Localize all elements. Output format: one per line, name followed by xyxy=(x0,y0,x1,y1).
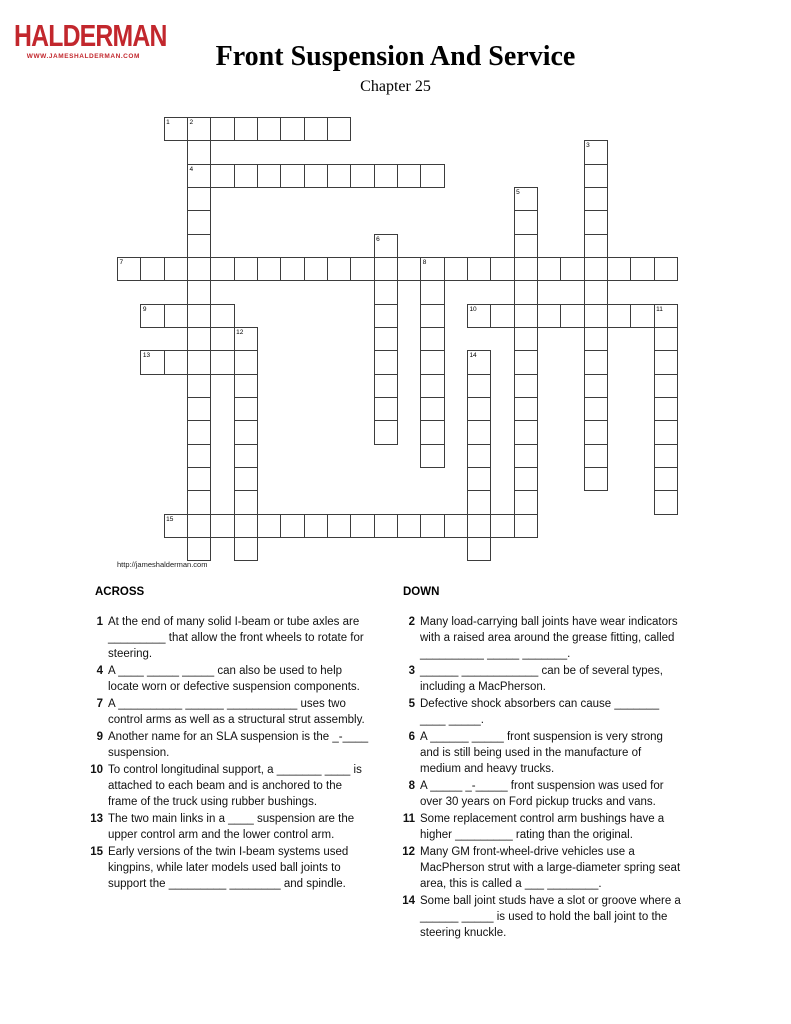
grid-cell xyxy=(374,350,398,374)
grid-cell xyxy=(560,304,584,328)
grid-cell xyxy=(420,514,444,538)
grid-cell xyxy=(280,117,304,141)
grid-cell xyxy=(234,350,258,374)
grid-cell xyxy=(374,280,398,304)
grid-cell xyxy=(234,164,258,188)
grid-cell xyxy=(654,444,678,468)
page-subtitle: Chapter 25 xyxy=(360,78,431,95)
clue-number: 1 xyxy=(96,616,103,628)
clue-item xyxy=(398,696,692,728)
grid-cell xyxy=(164,257,188,281)
clue-item xyxy=(86,762,380,810)
clue-text: At the end of many solid I-beam or tube axles are _________ that allow the front wheels to rotate for steering. xyxy=(108,616,364,660)
grid-cell xyxy=(490,514,514,538)
grid-cell xyxy=(514,374,538,398)
grid-cell xyxy=(187,327,211,351)
grid-cell xyxy=(187,304,211,328)
grid-cell-number: 12 xyxy=(236,328,244,336)
grid-cell xyxy=(304,117,328,141)
grid-cell xyxy=(560,257,584,281)
grid-cell xyxy=(350,257,374,281)
grid-cell xyxy=(584,257,608,281)
across-clue-list xyxy=(86,614,380,893)
grid-cell xyxy=(514,234,538,258)
grid-cell xyxy=(140,257,164,281)
grid-cell-number: 8 xyxy=(422,258,427,266)
clue-item xyxy=(86,614,380,662)
grid-cell xyxy=(210,304,234,328)
grid-cell xyxy=(327,117,351,141)
grid-cell xyxy=(584,420,608,444)
clue-item xyxy=(86,811,380,843)
grid-cell xyxy=(187,374,211,398)
clue-number: 9 xyxy=(96,731,103,743)
grid-cell xyxy=(654,490,678,514)
clue-number: 14 xyxy=(402,895,415,907)
grid-cell-number: 3 xyxy=(586,142,590,150)
grid-cell xyxy=(444,514,468,538)
across-header: ACROSS xyxy=(95,586,145,598)
grid-cell-number: 13 xyxy=(142,352,151,360)
grid-cell xyxy=(234,257,258,281)
grid-cell xyxy=(467,444,491,468)
grid-cell xyxy=(210,350,234,374)
grid-cell xyxy=(514,280,538,304)
grid-cell xyxy=(420,164,444,188)
grid-cell xyxy=(420,350,444,374)
grid-cell xyxy=(420,420,444,444)
clue-number: 4 xyxy=(96,665,103,677)
grid-cell xyxy=(467,467,491,491)
clue-number: 8 xyxy=(408,780,415,792)
halderman-logo-text: HALDERMAN xyxy=(14,18,167,53)
grid-cell xyxy=(187,397,211,421)
grid-cell xyxy=(514,397,538,421)
grid-cell xyxy=(327,514,351,538)
clue-text: A ____ _____ _____ can also be used to help locate worn or defective suspension components. xyxy=(108,665,360,693)
grid-cell xyxy=(234,490,258,514)
grid-cell xyxy=(187,187,211,211)
grid-cell xyxy=(514,257,538,281)
clue-item xyxy=(398,614,692,662)
grid-cell xyxy=(654,374,678,398)
grid-cell-number: 6 xyxy=(376,235,380,243)
clue-item xyxy=(398,729,692,777)
clue-number: 5 xyxy=(408,698,415,710)
grid-cell xyxy=(537,304,561,328)
grid-cell xyxy=(187,140,211,164)
clue-text: The two main links in a ____ suspension are the upper control arm and the lower control arm. xyxy=(108,813,355,841)
grid-cell xyxy=(187,467,211,491)
grid-cell xyxy=(467,514,491,538)
grid-cell xyxy=(234,537,258,561)
grid-cell xyxy=(234,397,258,421)
grid-cell xyxy=(467,374,491,398)
grid-cell xyxy=(584,164,608,188)
clue-number: 12 xyxy=(402,846,415,858)
clue-number: 11 xyxy=(402,813,415,825)
grid-cell xyxy=(234,467,258,491)
grid-cell xyxy=(514,444,538,468)
grid-cell xyxy=(280,164,304,188)
grid-cell xyxy=(537,257,561,281)
grid-cell xyxy=(420,397,444,421)
clue-number: 3 xyxy=(408,665,415,677)
grid-cell xyxy=(210,117,234,141)
grid-cell xyxy=(444,257,468,281)
grid-cell xyxy=(420,280,444,304)
clue-text: Defective shock absorbers can cause _______ ____ _____. xyxy=(420,698,660,726)
grid-cell xyxy=(467,490,491,514)
grid-cell xyxy=(304,514,328,538)
clue-text: To control longitudinal support, a _______ ____ is attached to each beam and is anchored to the frame of the truck using rubber bushings. xyxy=(108,764,362,808)
grid-cell xyxy=(187,210,211,234)
grid-cell xyxy=(374,397,398,421)
clue-number: 15 xyxy=(90,846,103,858)
grid-cell xyxy=(374,327,398,351)
grid-cell xyxy=(257,257,281,281)
clue-number: 13 xyxy=(90,813,103,825)
grid-cell xyxy=(420,327,444,351)
grid-cell xyxy=(607,304,631,328)
grid-cell xyxy=(420,444,444,468)
clue-item xyxy=(86,696,380,728)
grid-cell-number: 15 xyxy=(166,515,174,523)
grid-cell-number: 11 xyxy=(656,305,663,313)
grid-cell xyxy=(164,350,188,374)
clue-item xyxy=(398,778,692,810)
clue-number: 6 xyxy=(408,731,415,743)
grid-cell xyxy=(584,187,608,211)
grid-cell-number: 9 xyxy=(142,305,147,313)
clue-text: ______ ____________ can be of several types, including a MacPherson. xyxy=(420,665,663,693)
grid-cell xyxy=(630,304,654,328)
grid-cell xyxy=(514,490,538,514)
grid-cell xyxy=(514,350,538,374)
grid-cell xyxy=(514,210,538,234)
grid-cell xyxy=(584,374,608,398)
grid-cell xyxy=(280,514,304,538)
grid-cell xyxy=(187,537,211,561)
clue-number: 2 xyxy=(408,616,415,628)
clue-number: 7 xyxy=(96,698,103,710)
grid-source-url: http://jameshalderman.com xyxy=(117,560,208,569)
grid-cell xyxy=(234,117,258,141)
grid-cell xyxy=(654,420,678,444)
clue-text: Another name for an SLA suspension is the _-____ suspension. xyxy=(108,731,369,759)
grid-cell xyxy=(654,467,678,491)
grid-cell xyxy=(584,327,608,351)
grid-cell xyxy=(584,280,608,304)
grid-cell xyxy=(234,444,258,468)
grid-cell xyxy=(514,514,538,538)
grid-cell xyxy=(374,257,398,281)
grid-cell xyxy=(467,537,491,561)
grid-cell xyxy=(187,444,211,468)
grid-cell xyxy=(187,257,211,281)
grid-cell xyxy=(164,304,188,328)
grid-cell-number: 1 xyxy=(166,119,170,126)
clue-text: Many load-carrying ball joints have wear indicators with a raised area around the grease fitting, called __________ _____ _______. xyxy=(420,616,678,660)
grid-cell-number: 7 xyxy=(119,258,124,266)
grid-cell xyxy=(584,444,608,468)
grid-cell xyxy=(584,234,608,258)
grid-cell xyxy=(490,304,514,328)
clue-item xyxy=(398,893,692,941)
grid-cell xyxy=(420,304,444,328)
grid-cell xyxy=(397,257,421,281)
grid-cell xyxy=(187,490,211,514)
grid-cell xyxy=(374,374,398,398)
grid-cell xyxy=(514,467,538,491)
grid-cell xyxy=(467,397,491,421)
grid-cell-number: 10 xyxy=(469,305,477,313)
grid-cell xyxy=(514,327,538,351)
grid-cell xyxy=(257,514,281,538)
grid-cell xyxy=(374,514,398,538)
grid-cell xyxy=(630,257,654,281)
clue-text: Early versions of the twin I-beam systems used kingpins, while later models used ball joints to support the _________ ________ and spindle. xyxy=(108,846,349,890)
grid-cell xyxy=(187,234,211,258)
clue-text: Many GM front-wheel-drive vehicles use a MacPherson strut with a large-diameter spring seat area, this is called a ___ ________. xyxy=(420,846,681,890)
down-clue-list xyxy=(398,614,692,942)
grid-cell xyxy=(187,350,211,374)
halderman-logo-url: WWW.JAMESHALDERMAN.COM xyxy=(26,53,140,60)
grid-cell xyxy=(467,420,491,444)
grid-cell xyxy=(584,467,608,491)
grid-cell xyxy=(514,420,538,444)
grid-cell xyxy=(654,350,678,374)
grid-cell xyxy=(304,164,328,188)
grid-cell xyxy=(397,514,421,538)
grid-cell xyxy=(327,257,351,281)
grid-cell xyxy=(304,257,328,281)
grid-cell xyxy=(607,257,631,281)
grid-cell xyxy=(280,257,304,281)
clue-item xyxy=(398,811,692,843)
clue-text: Some replacement control arm bushings have a higher _________ rating than the original. xyxy=(420,813,665,841)
grid-cell xyxy=(234,374,258,398)
grid-cell xyxy=(210,164,234,188)
grid-cell xyxy=(397,164,421,188)
grid-cell-number: 2 xyxy=(189,119,194,126)
grid-cell xyxy=(210,257,234,281)
grid-cell xyxy=(350,514,374,538)
down-header: DOWN xyxy=(403,586,440,598)
grid-cell xyxy=(374,164,398,188)
grid-cell xyxy=(654,257,678,281)
grid-cell xyxy=(584,210,608,234)
grid-cell xyxy=(490,257,514,281)
grid-cell xyxy=(234,420,258,444)
grid-cell xyxy=(514,304,538,328)
grid-cell xyxy=(420,374,444,398)
grid-cell xyxy=(584,397,608,421)
clue-text: Some ball joint studs have a slot or groove where a ______ _____ is used to hold the ball joint to the steering knuckle. xyxy=(420,895,681,939)
clue-item xyxy=(86,729,380,761)
clue-text: A __________ ______ ___________ uses two control arms as well as a structural strut assembly. xyxy=(108,698,365,726)
grid-cell xyxy=(350,164,374,188)
clue-text: A _____ _-_____ front suspension was used for over 30 years on Ford pickup trucks and vans. xyxy=(420,780,664,808)
clue-item xyxy=(398,663,692,695)
clue-item xyxy=(86,844,380,892)
page-title: Front Suspension And Service xyxy=(215,41,576,72)
clue-number: 10 xyxy=(90,764,103,776)
grid-cell xyxy=(187,280,211,304)
grid-cell xyxy=(654,327,678,351)
grid-cell xyxy=(374,420,398,444)
clue-text: A ______ _____ front suspension is very strong and is still being used in the manufacture of medium and heavy trucks. xyxy=(420,731,663,775)
clue-item xyxy=(86,663,380,695)
grid-cell-number: 14 xyxy=(469,352,477,360)
grid-cell xyxy=(327,164,351,188)
grid-cell xyxy=(210,514,234,538)
grid-cell xyxy=(257,117,281,141)
grid-cell-number: 5 xyxy=(516,188,520,196)
grid-cell xyxy=(234,514,258,538)
clue-item xyxy=(398,844,692,892)
grid-cell xyxy=(584,304,608,328)
grid-cell xyxy=(257,164,281,188)
grid-cell-number: 4 xyxy=(189,165,194,173)
grid-cell xyxy=(654,397,678,421)
grid-cell xyxy=(584,350,608,374)
grid-cell xyxy=(467,257,491,281)
grid-cell xyxy=(374,304,398,328)
grid-cell xyxy=(187,420,211,444)
grid-cell xyxy=(187,514,211,538)
